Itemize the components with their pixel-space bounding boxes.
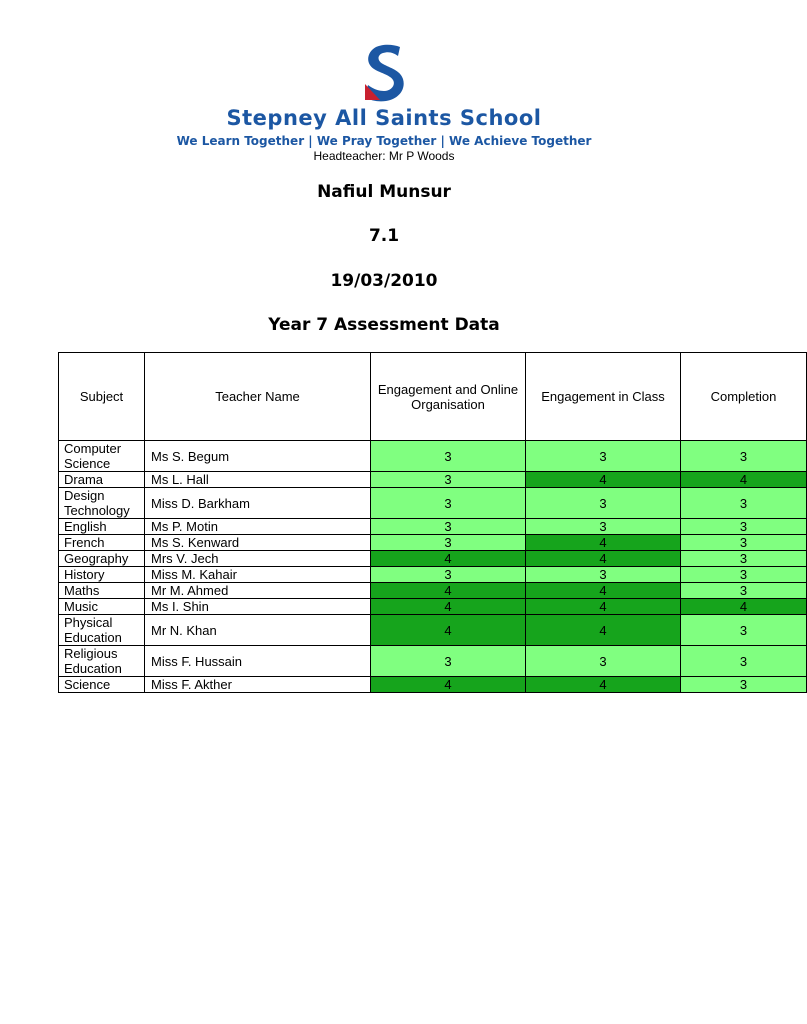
online-score-cell: 4 [371, 583, 526, 599]
online-score-cell: 3 [371, 567, 526, 583]
headteacher-line: Headteacher: Mr P Woods [313, 149, 455, 163]
subject-cell: Design Technology [59, 488, 145, 519]
online-score-cell: 3 [371, 441, 526, 472]
school-s-logo [360, 44, 408, 102]
header-teacher: Teacher Name [145, 353, 371, 441]
subject-cell: French [59, 535, 145, 551]
online-score-cell: 4 [371, 551, 526, 567]
subject-cell: Science [59, 677, 145, 693]
subject-cell: Drama [59, 472, 145, 488]
report-title: Year 7 Assessment Data [268, 315, 500, 335]
teacher-cell: Miss D. Barkham [145, 488, 371, 519]
table-row [59, 583, 807, 599]
online-score-cell: 4 [371, 677, 526, 693]
assessment-table [58, 352, 807, 693]
class-score-cell: 4 [526, 472, 681, 488]
completion-score-cell: 3 [681, 551, 807, 567]
completion-score-cell: 3 [681, 488, 807, 519]
class-score-cell: 3 [526, 488, 681, 519]
teacher-cell: Mr N. Khan [145, 615, 371, 646]
subject-cell: Computer Science [59, 441, 145, 472]
teacher-cell: Ms L. Hall [145, 472, 371, 488]
online-score-cell: 3 [371, 519, 526, 535]
student-name: Nafiul Munsur [317, 182, 451, 202]
table-row [59, 488, 807, 519]
table-row [59, 646, 807, 677]
table-row [59, 519, 807, 535]
completion-score-cell: 4 [681, 472, 807, 488]
table-row [59, 441, 807, 472]
online-score-cell: 3 [371, 535, 526, 551]
teacher-cell: Miss M. Kahair [145, 567, 371, 583]
class-score-cell: 4 [526, 535, 681, 551]
header-online-engagement: Engagement and Online Organisation [371, 353, 526, 441]
table-row [59, 599, 807, 615]
teacher-cell: Mrs V. Jech [145, 551, 371, 567]
table-row [59, 551, 807, 567]
class-score-cell: 4 [526, 583, 681, 599]
table-row [59, 535, 807, 551]
class-score-cell: 3 [526, 646, 681, 677]
subject-cell: History [59, 567, 145, 583]
subject-cell: English [59, 519, 145, 535]
assessment-table-container [58, 352, 777, 693]
class-score-cell: 4 [526, 677, 681, 693]
table-row [59, 567, 807, 583]
subject-cell: Maths [59, 583, 145, 599]
teacher-cell: Miss F. Akther [145, 677, 371, 693]
teacher-cell: Miss F. Hussain [145, 646, 371, 677]
online-score-cell: 4 [371, 615, 526, 646]
table-row [59, 677, 807, 693]
school-name: Stepney All Saints School [226, 106, 542, 130]
subject-cell: Geography [59, 551, 145, 567]
header-subject: Subject [59, 353, 145, 441]
teacher-cell: Ms P. Motin [145, 519, 371, 535]
class-score-cell: 3 [526, 519, 681, 535]
online-score-cell: 3 [371, 646, 526, 677]
table-row [59, 615, 807, 646]
subject-cell: Religious Education [59, 646, 145, 677]
online-score-cell: 4 [371, 599, 526, 615]
completion-score-cell: 3 [681, 567, 807, 583]
table-row [59, 472, 807, 488]
online-score-cell: 3 [371, 472, 526, 488]
completion-score-cell: 3 [681, 441, 807, 472]
completion-score-cell: 3 [681, 677, 807, 693]
completion-score-cell: 3 [681, 519, 807, 535]
teacher-cell: Mr M. Ahmed [145, 583, 371, 599]
header-class-engagement: Engagement in Class [526, 353, 681, 441]
header-completion: Completion [681, 353, 807, 441]
class-score-cell: 4 [526, 615, 681, 646]
completion-score-cell: 3 [681, 646, 807, 677]
class-score-cell: 4 [526, 551, 681, 567]
online-score-cell: 3 [371, 488, 526, 519]
completion-score-cell: 3 [681, 535, 807, 551]
report-date: 19/03/2010 [330, 271, 438, 291]
teacher-cell: Ms I. Shin [145, 599, 371, 615]
class-score-cell: 4 [526, 599, 681, 615]
table-header-row [59, 353, 807, 441]
teacher-cell: Ms S. Kenward [145, 535, 371, 551]
class-score-cell: 3 [526, 567, 681, 583]
subject-cell: Music [59, 599, 145, 615]
completion-score-cell: 4 [681, 599, 807, 615]
teacher-cell: Ms S. Begum [145, 441, 371, 472]
completion-score-cell: 3 [681, 583, 807, 599]
student-class: 7.1 [368, 226, 400, 246]
completion-score-cell: 3 [681, 615, 807, 646]
subject-cell: Physical Education [59, 615, 145, 646]
class-score-cell: 3 [526, 441, 681, 472]
school-motto: We Learn Together | We Pray Together | We Achieve Together [176, 134, 592, 148]
